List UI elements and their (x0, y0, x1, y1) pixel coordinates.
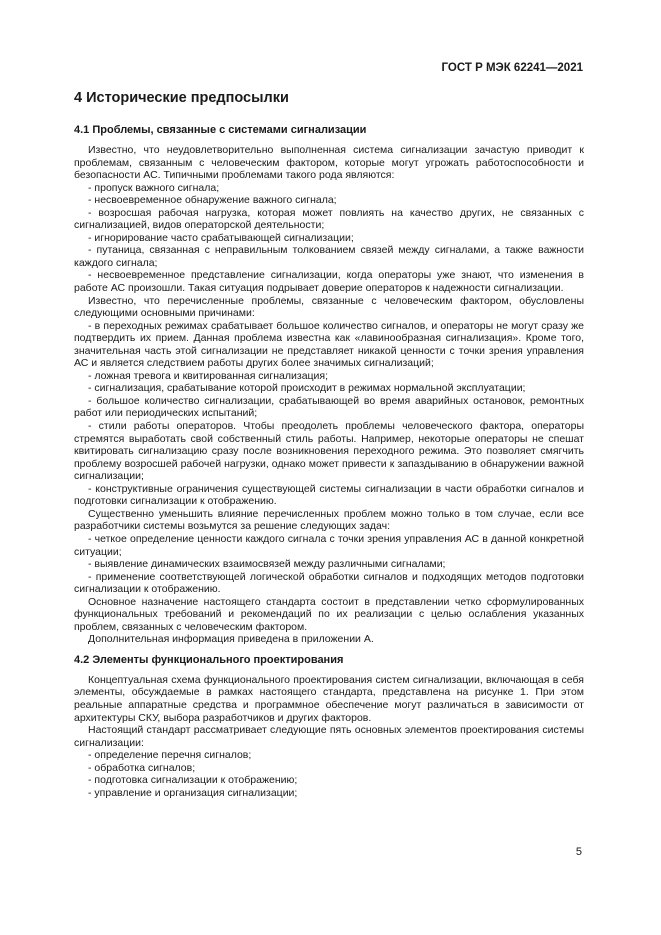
subsection-body-4-1 (74, 144, 584, 646)
paragraph: Концептуальная схема функционального проектирования систем сигнализации, включающая в себя элементы, обсуждаемые в рамках настоящего стандарта, представлена на рисунке 1. При этом реальные аппаратные средства и программное обеспечение могут различаться в зависимости от архитектуры СКУ, выбора разработчиков и других факторов. (74, 673, 584, 724)
paragraph: Настоящий стандарт рассматривает следующие пять основных элементов проектирования системы сигнализации: (74, 724, 584, 749)
list-item: - управление и организация сигнализации; (88, 786, 298, 799)
paragraph: Основное назначение настоящего стандарта состоит в представлении четко сформулированных функциональных требований и рекомендаций по их реализации с целью ослабления указанных проблем, связанных с человеческим фактором. (74, 595, 584, 633)
list-item: - определение перечня сигналов; (88, 749, 252, 762)
paragraph: Существенно уменьшить влияние перечисленных проблем можно только в том случае, если все разработчики системы возьмутся за решение следующих задач: (74, 507, 584, 533)
list-item: - пропуск важного сигнала; (88, 181, 220, 194)
list-item: - сигнализация, срабатывание которой происходит в режимах нормальной эксплуатации; (88, 382, 526, 395)
list-item: - несвоевременное обнаружение важного сигнала; (88, 194, 337, 207)
list-item: - применение соответствующей логической обработки сигналов и подходящих методов подготовки сигнализации к отображению. (74, 570, 584, 596)
list-item: - конструктивные ограничения существующей системы сигнализации в части обработки сигналов и подготовки сигнализации к отображению. (74, 482, 584, 508)
list-item: - обработка сигналов; (88, 761, 196, 774)
list-item: - подготовка сигнализации к отображению; (88, 774, 298, 787)
page-content (74, 88, 584, 799)
paragraph: Известно, что перечисленные проблемы, связанные с человеческим фактором, обусловлены следующими основными причинами: (74, 294, 584, 320)
page-number: 5 (575, 846, 582, 858)
list-item: - в переходных режимах срабатывает большое количество сигналов, и операторы не могут сразу же подтвердить их прием. Данная проблема известна как «лавинообразная сигнализация». Кроме того, значительная часть этой сигнализации не представляет никакой ценности с точки зрения управления АС и является следствием работы других более значимых сигнализаций; (74, 319, 584, 370)
list-item: - игнорирование часто срабатывающей сигнализации; (88, 231, 354, 244)
list-item: - ложная тревога и квитированная сигнализация; (88, 369, 329, 382)
list-item: - путаница, связанная с неправильным толкованием связей между сигналами, а также важности каждого сигнала; (74, 244, 584, 269)
list-item: - выявление динамических взаимосвязей между различными сигналами; (88, 558, 446, 571)
subsection-title-4-2: 4.2 Элементы функционального проектирования (74, 653, 344, 666)
list-item: - возросшая рабочая нагрузка, которая может повлиять на качество других, не связанных с сигнализацией, видов операторской деятельности; (74, 206, 584, 232)
list-item: - четкое определение ценности каждого сигнала с точки зрения управления АС в данной конкретной ситуации; (74, 532, 584, 558)
section-title: 4 Исторические предпосылки (74, 90, 289, 106)
list-item: - большое количество сигнализации, срабатывающей во время аварийных остановок, ремонтных работ или периодических испытаний; (74, 394, 584, 420)
list-item: - несвоевременное представление сигнализации, когда операторы уже знают, что изменения в работе АС произошли. Такая ситуация подрывает доверие операторов к надежности сигнализации. (74, 269, 584, 295)
paragraph: Дополнительная информация приведена в приложении А. (88, 633, 374, 646)
subsection-title-4-1: 4.1 Проблемы, связанные с системами сигнализации (74, 124, 367, 136)
document-code: ГОСТ Р МЭК 62241—2021 (441, 62, 583, 74)
subsection-body-4-2 (74, 674, 584, 799)
list-item: - стили работы операторов. Чтобы преодолеть проблемы человеческого фактора, операторы стремятся выработать свой собственный стиль работы. Например, некоторые операторы не спешат квитировать сигнализацию сразу после возникновения переходного режима. Это позволяет смягчить проблему возросшей рабочей нагрузки, однако может привести к запаздыванию в обнаружении важной сигнализации; (74, 420, 584, 483)
paragraph: Известно, что неудовлетворительно выполненная система сигнализации зачастую приводит к проблемам, связанным с человеческим фактором, которые могут угрожать работоспособности и безопасности АС. Типичными проблемами такого рода являются: (74, 144, 584, 182)
